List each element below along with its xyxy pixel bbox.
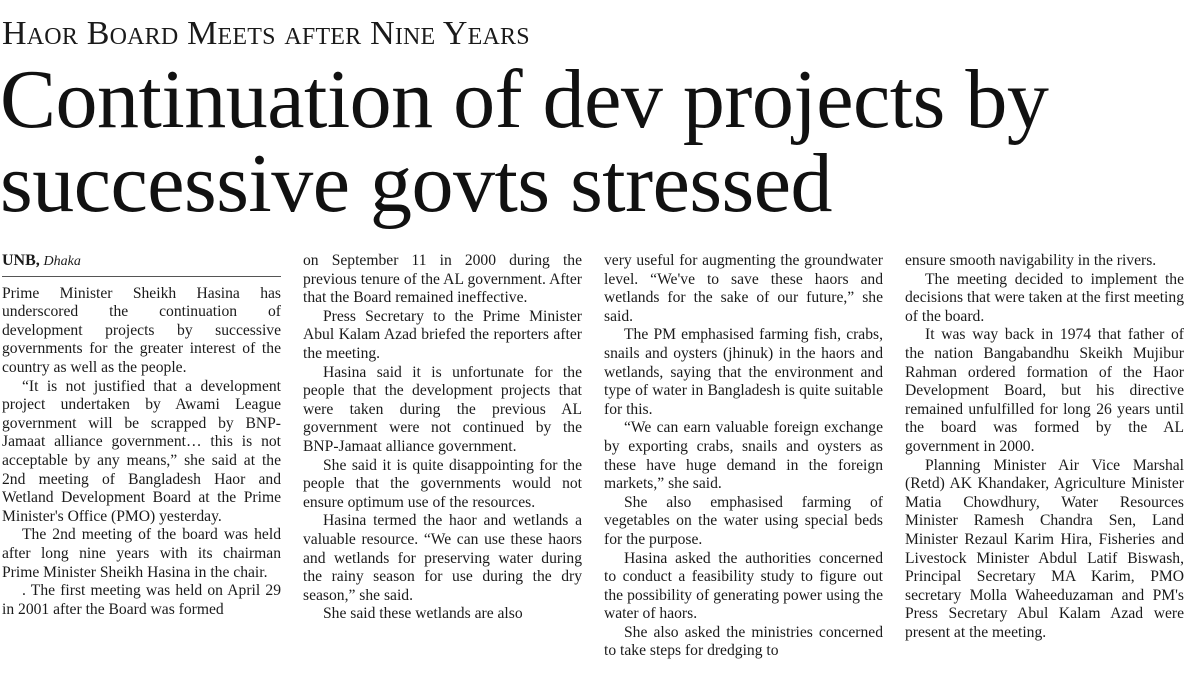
paragraph: She said these wetlands are also [323,605,523,623]
kicker-headline: Haor Board Meets after Nine Years [2,15,530,52]
headline-line-2: successive govts stressed [0,137,833,230]
paragraph: It was way back in 1974 that father of the nation Bangabandhu Skeikh Mujibur Rahman ordered formation of the Haor Development Board, but his directive remained unfulfilled for long 26 years until the board was formed by the AL government in 2000. [905,326,1184,455]
paragraph: She said it is quite disappointing for the people that the governments would not ensure optimum use of the resources. [303,456,582,511]
column-4 [905,252,1184,687]
column-2 [303,252,582,687]
paragraph: Planning Minister Air Vice Marshal (Retd) AK Khandaker, Agriculture Minister Matia Chowdhury, Water Resources Minister Ramesh Chandra Sen, Land Minister Rezaul Karim Hira, Fisheries and Livestock Minister Abdul Latif Biswash, Principal Secretary MA Karim, PMO secretary Molla Waheeduzaman and PM's Press Secretary Abul Kalam Azad were present at the meeting. [905,456,1184,641]
column-1 [2,252,281,687]
paragraph: . The first meeting was held on April 29 in 2001 after the Board was formed [2,582,281,618]
paragraph: She also asked the ministries concerned to take steps for dredging to [604,623,883,660]
byline-agency: UNB, [2,252,40,269]
paragraph: on September 11 in 2000 during the previous tenure of the AL government. After that the Board remained ineffective. [303,252,582,307]
main-headline [0,53,1188,230]
paragraph: Hasina asked the authorities concerned to conduct a feasibility study to figure out the possibility of generating power using the water of haors. [604,549,883,623]
paragraph: “It is not justified that a development project undertaken by Awami League government will be scrapped by BNP-Jamaat alliance government… this is not acceptable by any means,” she said at the 2nd meeting of Bangladesh Haor and Wetland Development Board at the Prime Minister's Office (PMO) yesterday. [2,377,281,525]
paragraph: The meeting decided to implement the decisions that were taken at the first meeting of the board. [905,270,1184,325]
headline-line-1: Continuation of dev projects by [0,53,1049,146]
paragraph: Hasina termed the haor and wetlands a valuable resource. “We can use these haors and wetlands for preserving water during the rainy season for use during the dry season,” she said. [303,512,582,604]
paragraph: The 2nd meeting of the board was held after long nine years with its chairman Prime Minister Sheikh Hasina in the chair. [2,526,281,581]
paragraph: very useful for augmenting the groundwater level. “We've to save these haors and wetlands for the sake of our future,” she said. [604,252,883,325]
paragraph: She also emphasised farming of vegetables on the water using special beds for the purpose. [604,493,883,548]
byline [2,252,281,277]
paragraph: Hasina said it is unfortunate for the people that the development projects that were taken during the previous AL government were not continued by the BNP-Jamaat alliance government. [303,363,582,455]
paragraph: The PM emphasised farming fish, crabs, snails and oysters (jhinuk) in the haors and wetlands, saying that the environment and type of water in Bangladesh is quite suitable for this. [604,326,883,418]
article-body [2,252,1184,687]
paragraph: ensure smooth navigability in the rivers. [905,252,1157,269]
paragraph: Press Secretary to the Prime Minister Abul Kalam Azad briefed the reporters after the meeting. [303,307,582,362]
paragraph: Prime Minister Sheikh Hasina has underscored the continuation of development projects by successive governments for the greater interest of the country as well as the people. [2,284,281,376]
column-3 [604,252,883,687]
paragraph: “We can earn valuable foreign exchange by exporting crabs, snails and oysters as these have huge demand in the foreign markets,” she said. [604,419,883,493]
byline-place: Dhaka [43,254,81,269]
